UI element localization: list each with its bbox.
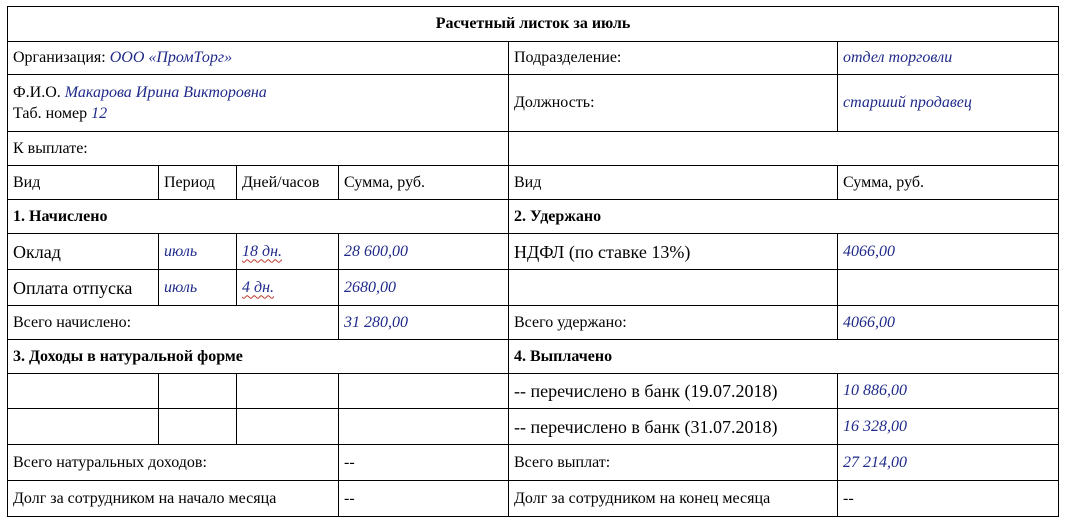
section-paid: 4. Выплачено (509, 340, 1059, 374)
section-withheld: 2. Удержано (509, 200, 1059, 234)
total-natural-label: Всего натуральных доходов: (8, 445, 339, 481)
header-left-days: Дней/часов (237, 166, 339, 200)
position-value: старший продавец (838, 75, 1059, 132)
payslip-table (7, 6, 1059, 517)
total-paid-label: Всего выплат: (509, 445, 838, 481)
section-row-1 (8, 200, 1059, 234)
natural-empty (237, 374, 339, 409)
withheld-empty (838, 270, 1059, 306)
section-natural: 3. Доходы в натуральной форме (8, 340, 509, 374)
natural-empty (8, 409, 159, 445)
accrued-period: июль (159, 234, 237, 270)
section-row-2 (8, 340, 1059, 374)
accrued-sum: 2680,00 (339, 270, 509, 306)
header-left-type: Вид (8, 166, 159, 200)
totals-row-2 (8, 445, 1059, 481)
position-label: Должность: (509, 75, 838, 132)
natural-empty (339, 374, 509, 409)
debt-end-value: -- (838, 481, 1059, 517)
dept-value: отдел торговли (838, 42, 1059, 75)
accrued-days-value: 18 дн. (242, 242, 283, 260)
section-accrued: 1. Начислено (8, 200, 509, 234)
paid-type: -- перечислено в банк (31.07.2018) (509, 409, 838, 445)
accrued-sum: 28 600,00 (339, 234, 509, 270)
payslip-title: Расчетный листок за июль (8, 7, 1059, 42)
accrued-period: июль (159, 270, 237, 306)
paid-sum: 16 328,00 (838, 409, 1059, 445)
header-left-sum: Сумма, руб. (339, 166, 509, 200)
accrued-days (237, 270, 339, 306)
payout-empty (509, 132, 1059, 166)
withheld-type: НДФЛ (по ставке 13%) (509, 234, 838, 270)
totals-row-1 (8, 306, 1059, 340)
org-cell (8, 42, 509, 75)
debt-start-label: Долг за сотрудником на начало месяца (8, 481, 339, 517)
natural-empty (237, 409, 339, 445)
accrued-type: Оклад (8, 234, 159, 270)
accrued-type: Оплата отпуска (8, 270, 159, 306)
natural-empty (159, 374, 237, 409)
total-withheld-value: 4066,00 (838, 306, 1059, 340)
withheld-sum: 4066,00 (838, 234, 1059, 270)
org-label: Организация: (13, 49, 106, 66)
natural-empty (159, 409, 237, 445)
table-row (8, 409, 1059, 445)
fio-row (8, 75, 1059, 132)
org-value: ООО «ПромТорг» (109, 49, 233, 66)
natural-empty (339, 409, 509, 445)
payout-label: К выплате: (8, 132, 509, 166)
debt-row (8, 481, 1059, 517)
table-row (8, 234, 1059, 270)
accrued-days (237, 234, 339, 270)
total-natural-value: -- (339, 445, 509, 481)
table-row (8, 374, 1059, 409)
payout-row (8, 132, 1059, 166)
natural-empty (8, 374, 159, 409)
withheld-empty (509, 270, 838, 306)
header-right-type: Вид (509, 166, 838, 200)
accrued-days-value: 4 дн. (242, 278, 275, 296)
fio-value: Макарова Ирина Викторовна (64, 84, 267, 101)
tab-label: Таб. номер (13, 105, 88, 122)
header-right-sum: Сумма, руб. (838, 166, 1059, 200)
header-left-period: Период (159, 166, 237, 200)
total-accrued-label: Всего начислено: (8, 306, 339, 340)
tab-value: 12 (91, 105, 108, 122)
table-row (8, 270, 1059, 306)
paid-sum: 10 886,00 (838, 374, 1059, 409)
fio-label: Ф.И.О. (13, 84, 61, 101)
total-withheld-label: Всего удержано: (509, 306, 838, 340)
header-row (8, 166, 1059, 200)
dept-label: Подразделение: (509, 42, 838, 75)
org-row (8, 42, 1059, 75)
paid-type: -- перечислено в банк (19.07.2018) (509, 374, 838, 409)
debt-start-value: -- (339, 481, 509, 517)
title-row (8, 7, 1059, 42)
total-paid-value: 27 214,00 (838, 445, 1059, 481)
fio-cell (8, 75, 509, 132)
total-accrued-value: 31 280,00 (339, 306, 509, 340)
debt-end-label: Долг за сотрудником на конец месяца (509, 481, 838, 517)
